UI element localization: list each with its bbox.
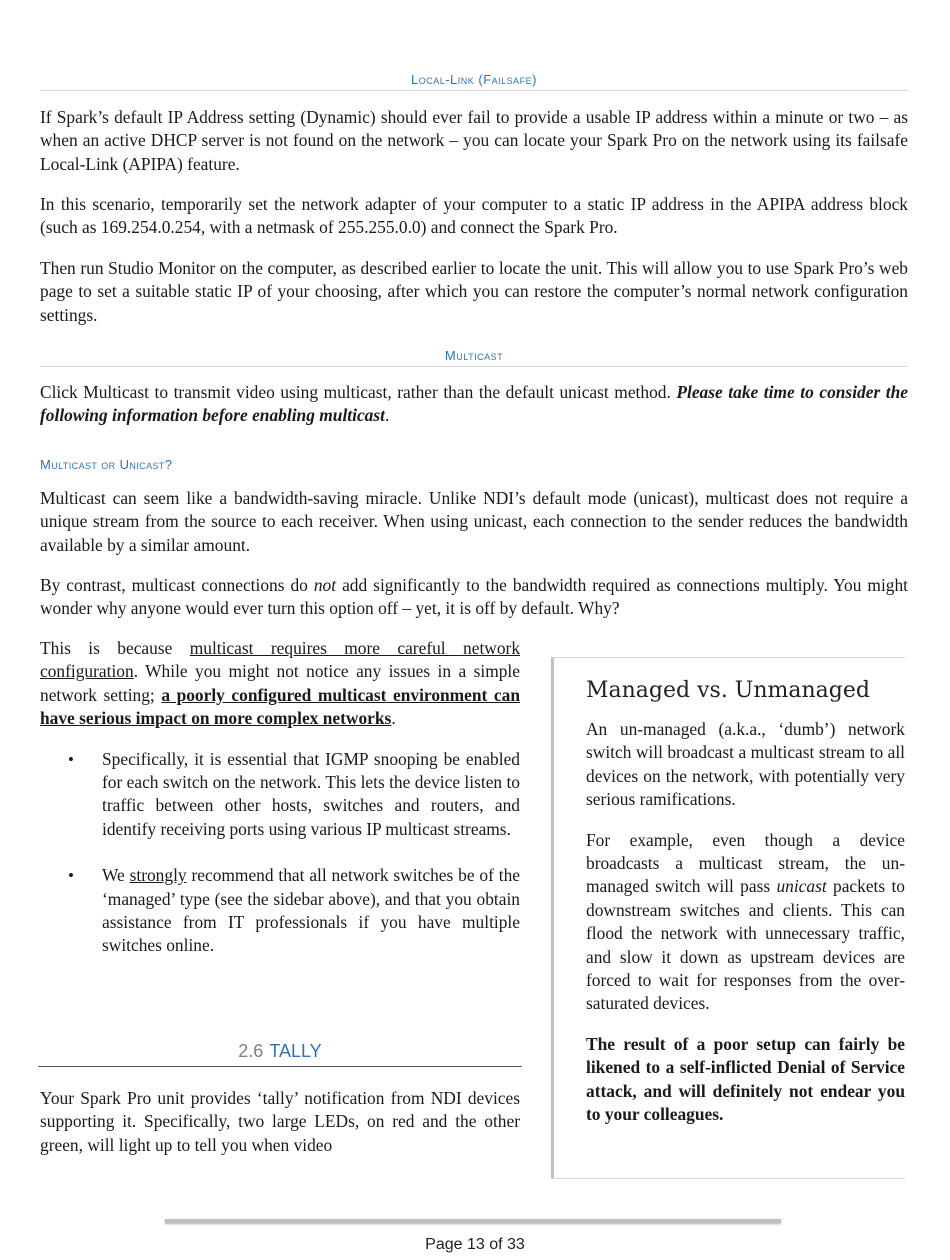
heading-text: Local-Link (Failsafe) (410, 72, 538, 87)
sidebar-title: Managed vs. Unmanaged (586, 678, 870, 703)
text-segment: We (102, 865, 130, 886)
text-segment: This is because (40, 638, 190, 658)
bold-conclusion: The result of a poor setup can fairly be likened to a self-inflicted Denial of Service attack, and will definitely not endear you to your colleagues. (586, 1033, 905, 1125)
period: . (384, 405, 390, 426)
sidebar-managed-vs-unmanaged (551, 657, 905, 1179)
sidebar-paragraph-2 (586, 829, 905, 1016)
text-segment: For example, even though a device broadcasts a multicast stream, the un-managed switch will pass (586, 829, 905, 897)
multicast-unicast-paragraph-2 (40, 574, 908, 621)
left-column (40, 637, 520, 958)
period: . (391, 708, 396, 729)
text-segment: recommend that all network switches be of the ‘managed’ type (see the sidebar above), and that you obtain assistance from IT professionals if you have multiple switches online. (102, 865, 520, 956)
local-link-paragraph-2: In this scenario, temporarily set the network adapter of your computer to a static IP address in the APIPA address block (such as 169.254.0.254, with a netmask of 255.255.0.0) and connect the Spark Pro. (40, 194, 908, 238)
local-link-paragraph-1: If Spark’s default IP Address setting (Dynamic) should ever fail to provide a usable IP address within a minute or two – as when an active DHCP server is not found on the network – you can locate your Spark Pro on the network using its failsafe Local-Link (APIPA) feature. (40, 107, 908, 174)
section-heading-local-link (40, 72, 908, 91)
footer-divider (165, 1219, 781, 1223)
bullet-text: Specifically, it is essential that IGMP snooping be enabled for each switch on the network. This lets the device listen to traffic between other hosts, switches and routers, and identify receiving ports using various IP multicast streams. (102, 748, 520, 839)
sidebar-paragraph-3 (586, 1033, 905, 1127)
text-segment: . While you might not notice any issues in a simple network setting; (40, 661, 520, 705)
column-paragraph-1 (40, 637, 520, 731)
underlined-text: strongly (129, 865, 187, 886)
multicast-emphasis: Please take time to consider the following information before enabling multicast (40, 382, 908, 426)
text-segment: By contrast, multicast connections do (40, 575, 314, 595)
local-link-paragraph-3: Then run Studio Monitor on the computer, as described earlier to locate the unit. This will allow you to use Spark Pro’s web page to set a suitable static IP of your choosing, after which you can restore the computer’s normal network configuration settings. (40, 258, 908, 325)
bold-underlined-text: a poorly configured multicast environment can have serious impact on more complex networks (40, 684, 520, 729)
list-item (40, 748, 520, 842)
tally-paragraph: Your Spark Pro unit provides ‘tally’ notification from NDI devices supporting it. Specifically, two large LEDs, on red and the other green, will light up to tell you when video (40, 1088, 520, 1155)
multicast-paragraph (40, 381, 908, 428)
emphasis-not: not (313, 575, 337, 595)
sidebar-paragraph-1: An un-managed (a.k.a., ‘dumb’) network switch will broadcast a multicast stream to all devices on the network, with potentially very serious ramifications. (586, 719, 905, 810)
underlined-text: multicast requires more careful network configuration (40, 638, 521, 682)
section-heading-multicast (40, 348, 908, 367)
section-title: TALLY (269, 1041, 322, 1061)
text-segment: packets to downstream switches and clients. This can flood the network with unnecessary traffic, and slow it down as upstream devices are forced to wait for responses from the over-saturated devices. (586, 876, 905, 1014)
text-segment: add significantly to the bandwidth required as connections multiply. You might wonder why anyone would ever turn this option off – yet, it is off by default. Why? (40, 575, 909, 619)
list-item (40, 864, 520, 958)
emphasis-unicast: unicast (776, 876, 827, 897)
page-number: Page 13 of 33 (425, 1236, 525, 1253)
multicast-text: Click Multicast to transmit video using multicast, rather than the default unicast method. (40, 382, 677, 402)
section-heading-tally (38, 1041, 522, 1067)
multicast-unicast-paragraph-1: Multicast can seem like a bandwidth-saving miracle. Unlike NDI’s default mode (unicast), multicast does not require a unique stream from the source to each receiver. When using unicast, each connection to the sender reduces the bandwidth available by a similar amount. (40, 488, 908, 555)
recommendation-list (40, 748, 520, 958)
subheading-multicast-or-unicast: Multicast or Unicast? (40, 457, 173, 472)
section-number: 2.6 (238, 1041, 264, 1061)
heading-text: Multicast (444, 348, 504, 363)
